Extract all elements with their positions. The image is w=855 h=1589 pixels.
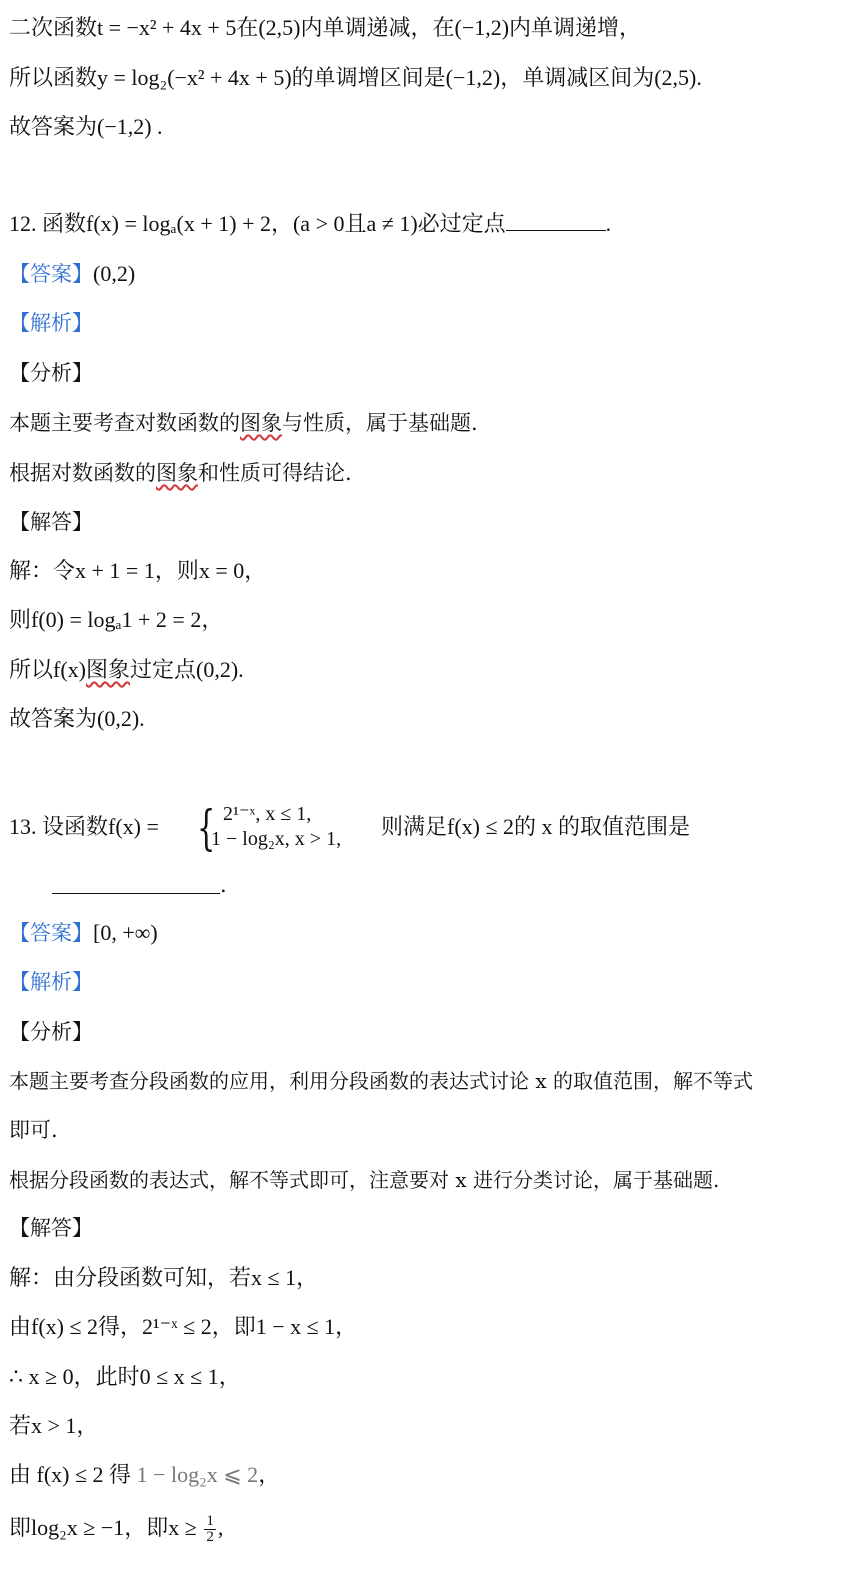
question-12-period: .	[605, 211, 612, 236]
jieda-heading: 【解答】	[9, 1216, 93, 1240]
solution-step-3: ∴ x ≥ 0，此时0 ≤ x ≤ 1，	[9, 1364, 241, 1389]
spellcheck-word: 图象	[85, 657, 130, 682]
answer-13	[9, 918, 158, 948]
answer-blank	[52, 893, 220, 894]
question-13-text: 13. 设函数f(x) =	[9, 814, 159, 839]
piecewise-case-2: 1 − log₂x, x > 1,	[211, 828, 342, 850]
fenxi-heading: 【分析】	[9, 1020, 93, 1044]
solution-step-2: 由f(x) ≤ 2得，2¹⁻ˣ ≤ 2，即1 − x ≤ 1，	[9, 1314, 358, 1339]
piecewise-case-1: 2¹⁻ˣ, x ≤ 1,	[223, 803, 312, 825]
solution-step-4: 若x > 1，	[9, 1413, 99, 1438]
analysis-text-2	[9, 458, 352, 488]
analysis-text-1	[9, 408, 478, 438]
text-span: 过定点(0,2).	[130, 657, 244, 682]
solution-step-1: 解：令x + 1 = 1，则x = 0，	[9, 558, 267, 583]
text-span: ,	[217, 1515, 224, 1540]
answer-tag: 【答案】	[9, 921, 93, 945]
analysis-tag: 【解析】	[9, 970, 93, 994]
answer-value: [0, +∞)	[93, 920, 158, 945]
answer-tag: 【答案】	[9, 262, 93, 286]
spellcheck-word: 图象	[240, 411, 282, 435]
fraction-numerator: 1	[206, 1513, 214, 1530]
text-span: ，	[258, 1462, 281, 1487]
answer-blank	[506, 212, 606, 231]
text-span: 本题主要考查对数函数的	[9, 411, 240, 435]
piecewise-brace: {	[197, 800, 216, 856]
analysis-tag: 【解析】	[9, 311, 93, 335]
question-13-period: .	[220, 873, 227, 897]
question-12	[9, 209, 611, 239]
solution-step-3	[9, 655, 244, 685]
text-span: 所以f(x)	[9, 657, 86, 682]
answer-12	[9, 259, 135, 289]
solution-step-5	[9, 1460, 280, 1490]
question-13-tail: 则满足f(x) ≤ 2的 x 的取值范围是	[381, 814, 691, 839]
inline-formula: 1 − log₂x ⩽ 2	[136, 1462, 259, 1487]
fraction-denominator: 2	[206, 1529, 214, 1546]
analysis-text-2: 即可.	[9, 1118, 58, 1142]
analysis-text-3: 根据分段函数的表达式，解不等式即可，注意要对 x 进行分类讨论，属于基础题.	[9, 1168, 720, 1192]
text-span: 根据对数函数的	[9, 461, 156, 485]
spellcheck-word: 图象	[156, 461, 198, 485]
solution-line-2: 所以函数y = log₂(−x² + 4x + 5)的单调增区间是(−1,2)，单调减区间为(2,5).	[9, 65, 702, 90]
jieda-heading: 【解答】	[9, 510, 93, 534]
fenxi-heading: 【分析】	[9, 361, 93, 385]
text-span: 即log₂x ≥ −1，即x ≥	[9, 1515, 197, 1540]
solution-line-3: 故答案为(−1,2) .	[9, 114, 163, 139]
solution-line-1: 二次函数t = −x² + 4x + 5在(2,5)内单调递减，在(−1,2)内单调递增，	[9, 15, 642, 40]
text-span: 与性质，属于基础题.	[282, 411, 478, 435]
fraction	[204, 1514, 216, 1545]
answer-value: (0,2)	[93, 261, 136, 286]
text-span: 由 f(x) ≤ 2 得	[9, 1462, 132, 1487]
analysis-text-1: 本题主要考查分段函数的应用，利用分段函数的表达式讨论 x 的取值范围，解不等式	[9, 1069, 753, 1093]
text-span: 和性质可得结论.	[198, 461, 352, 485]
solution-step-4: 故答案为(0,2).	[9, 706, 145, 731]
solution-step-1: 解：由分段函数可知，若x ≤ 1，	[9, 1265, 319, 1290]
question-12-text: 12. 函数f(x) = logₐ(x + 1) + 2，(a > 0且a ≠ 1)必过定点	[9, 211, 506, 236]
solution-step-2: 则f(0) = logₐ1 + 2 = 2，	[9, 607, 224, 632]
solution-step-6	[9, 1513, 223, 1545]
